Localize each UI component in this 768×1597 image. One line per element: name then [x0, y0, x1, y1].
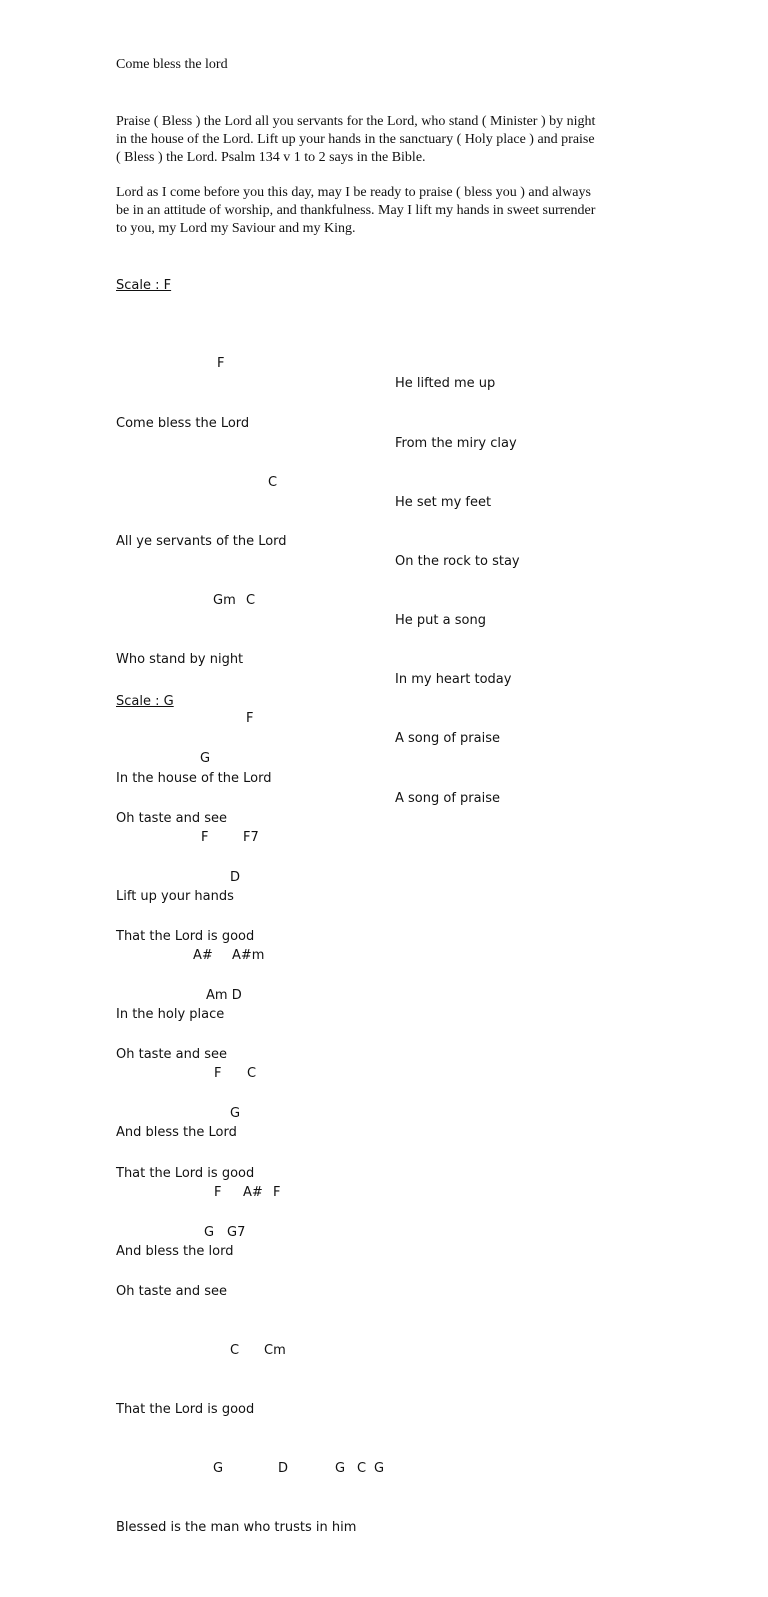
lyric-line: Come bless the Lord	[116, 415, 250, 431]
lyric-line: From the miry clay	[395, 435, 517, 451]
chord-line	[116, 1104, 436, 1124]
chord: F	[246, 711, 254, 727]
lyric-line: Oh taste and see	[116, 1283, 228, 1299]
intro-line: in the house of the Lord. Lift up your hands in the sanctuary ( Holy place ) and praise	[116, 132, 595, 147]
chord: A#m	[232, 947, 265, 963]
chord: Cm	[264, 1342, 286, 1358]
lyric-line: That the Lord is good	[116, 1402, 255, 1418]
chord: A#	[243, 1184, 263, 1200]
intro-line: to you, my Lord my Saviour and my King.	[116, 221, 356, 236]
chord-line	[116, 1223, 436, 1243]
chord: A#	[193, 947, 213, 963]
chord: C	[268, 474, 278, 490]
chord: F7	[243, 829, 259, 845]
lyric-line: A song of praise	[395, 731, 500, 747]
lyric-line: Lift up your hands	[116, 888, 234, 904]
chord-line	[116, 473, 416, 493]
chord: D	[230, 869, 241, 885]
lyric-line: In the house of the Lord	[116, 770, 272, 786]
chord-line	[116, 1341, 436, 1361]
lyric-line: In my heart today	[395, 672, 512, 688]
lyric-line: That the Lord is good	[116, 1165, 255, 1181]
intro-line: Lord as I come before you this day, may I be ready to praise ( bless you ) and always	[116, 185, 591, 200]
chord: G	[200, 751, 211, 767]
scale-g-chord-sheet	[116, 710, 436, 1578]
chord: F	[214, 1066, 222, 1082]
lyric-line: Blessed is the man who trusts in him	[116, 1520, 357, 1536]
chord: C	[247, 1066, 257, 1082]
lyric-line: All ye servants of the Lord	[116, 533, 287, 549]
lyric-line: He put a song	[395, 613, 486, 629]
lyric-line: Who stand by night	[116, 652, 244, 668]
chord: C	[230, 1342, 240, 1358]
lyric-line: Oh taste and see	[116, 810, 228, 826]
lyric-line: That the Lord is good	[116, 928, 255, 944]
lyric-line: And bless the lord	[116, 1243, 234, 1259]
lyric-line: Oh taste and see	[116, 1047, 228, 1063]
intro-line: Praise ( Bless ) the Lord all you servants for the Lord, who stand ( Minister ) by night	[116, 114, 596, 129]
lyric-line: A song of praise	[395, 790, 500, 806]
lyric-line: He lifted me up	[395, 376, 496, 392]
intro-line: ( Bless ) the Lord. Psalm 134 v 1 to 2 says in the Bible.	[116, 150, 426, 165]
scale-g-heading: Scale : G	[116, 694, 174, 709]
chord: C	[246, 593, 256, 609]
lyric-line: And bless the Lord	[116, 1125, 237, 1141]
chord-line	[116, 591, 416, 611]
chord: G	[230, 1106, 241, 1122]
chord-line	[116, 1459, 436, 1479]
chord: G	[374, 1461, 385, 1477]
chord-line	[116, 749, 436, 769]
chord: C	[357, 1461, 367, 1477]
chord-line	[116, 868, 436, 888]
intro-paragraph-1	[116, 113, 656, 167]
chord-line	[116, 354, 416, 374]
chord: Am D	[206, 988, 242, 1004]
chord: G	[213, 1461, 224, 1477]
chord: G	[204, 1224, 215, 1240]
intro-line: be in an attitude of worship, and thankfulness. May I lift my hands in sweet surrender	[116, 203, 596, 218]
lyric-line: He set my feet	[395, 494, 492, 510]
chord: F	[273, 1184, 281, 1200]
intro-paragraph-2	[116, 184, 656, 238]
song-title: Come bless the lord	[116, 57, 228, 72]
scale-f-heading: Scale : F	[116, 278, 172, 293]
lyric-line: On the rock to stay	[395, 553, 520, 569]
lyric-line: In the holy place	[116, 1007, 225, 1023]
chord: F	[201, 829, 209, 845]
chord: G	[335, 1461, 346, 1477]
chord: F	[214, 1184, 222, 1200]
chord: D	[278, 1461, 289, 1477]
chord: G7	[227, 1224, 246, 1240]
chord-line	[116, 986, 436, 1006]
chord: F	[217, 356, 225, 372]
chord: Gm	[213, 593, 236, 609]
